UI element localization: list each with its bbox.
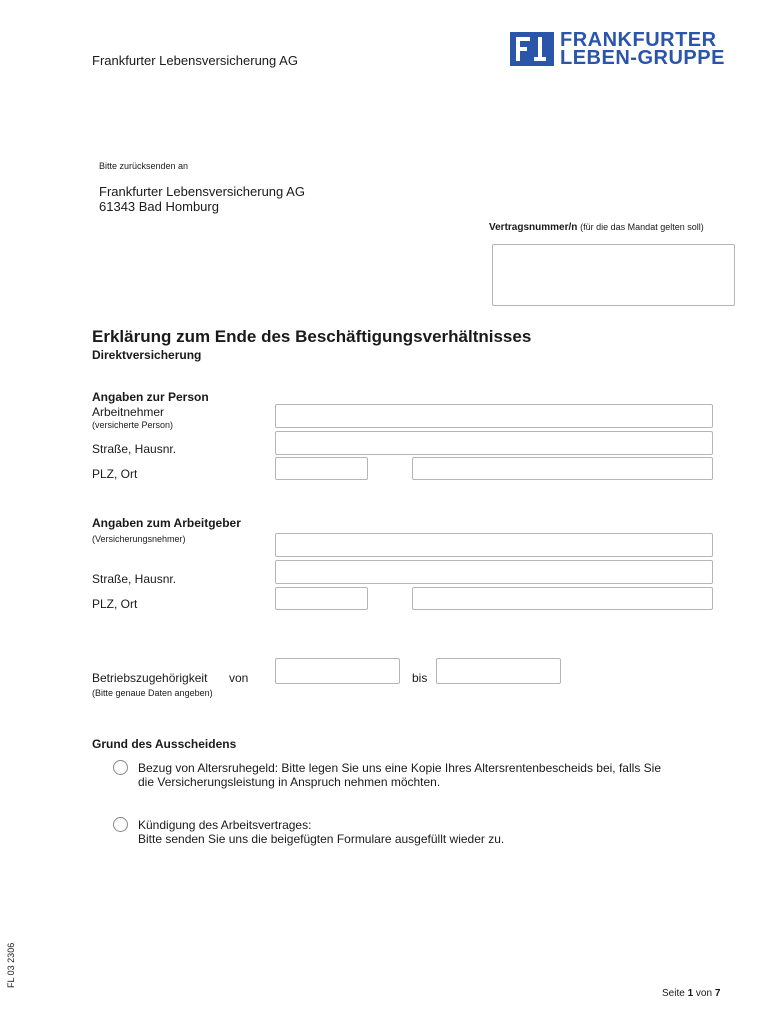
page-total: 7 bbox=[714, 988, 721, 999]
logo-line-1: FRANKFURTER bbox=[560, 29, 717, 51]
form-code: FL 03 2306 bbox=[6, 942, 16, 988]
return-label: Bitte zurücksenden an bbox=[99, 161, 189, 171]
reason-termination-line-1: Kündigung des Arbeitsvertrages: bbox=[138, 818, 312, 832]
contract-number-field[interactable] bbox=[492, 244, 735, 306]
employer-city-label: PLZ, Ort bbox=[92, 597, 138, 611]
tenure-from-field[interactable] bbox=[275, 658, 400, 684]
employee-note: (versicherte Person) bbox=[92, 420, 174, 430]
logo-mark-icon bbox=[510, 32, 554, 66]
reason-retirement-radio[interactable] bbox=[113, 760, 128, 775]
employer-city-field[interactable] bbox=[412, 587, 713, 610]
employee-label: Arbeitnehmer bbox=[92, 405, 165, 419]
reason-retirement-line-2: die Versicherungsleistung in Anspruch nehmen möchten. bbox=[138, 775, 441, 789]
employer-heading: Angaben zum Arbeitgeber bbox=[92, 516, 241, 530]
page-mid: von bbox=[695, 988, 713, 999]
person-heading: Angaben zur Person bbox=[92, 390, 209, 404]
person-city-label: PLZ, Ort bbox=[92, 467, 138, 481]
person-street-field[interactable] bbox=[275, 431, 713, 455]
person-street-label: Straße, Hausnr. bbox=[92, 442, 177, 456]
reason-heading: Grund des Ausscheidens bbox=[92, 737, 237, 751]
page-indicator bbox=[662, 988, 720, 999]
tenure-note: (Bitte genaue Daten angeben) bbox=[92, 688, 213, 698]
employer-zip-field[interactable] bbox=[275, 587, 368, 610]
reason-termination-radio[interactable] bbox=[113, 817, 128, 832]
form-title: Erklärung zum Ende des Beschäftigungsverhältnisses bbox=[92, 327, 532, 346]
logo-line-2: LEBEN-GRUPPE bbox=[560, 47, 725, 69]
employer-street-field[interactable] bbox=[275, 560, 713, 584]
employer-name-field[interactable] bbox=[275, 533, 713, 557]
address-line-2: 61343 Bad Homburg bbox=[99, 199, 219, 214]
employer-note: (Versicherungsnehmer) bbox=[92, 534, 186, 544]
contract-label-row bbox=[489, 222, 704, 233]
person-zip-field[interactable] bbox=[275, 457, 368, 480]
reason-retirement-line-1: Bezug von Altersruhegeld: Bitte legen Sie uns eine Kopie Ihres Altersrentenbescheids bei, falls Sie bbox=[138, 761, 661, 775]
tenure-label: Betriebszugehörigkeit bbox=[92, 671, 208, 685]
page-prefix: Seite bbox=[662, 988, 685, 999]
contract-note: (für die das Mandat gelten soll) bbox=[580, 222, 704, 232]
page-number: 1 bbox=[687, 988, 694, 999]
employer-street-label: Straße, Hausnr. bbox=[92, 572, 177, 586]
employee-name-field[interactable] bbox=[275, 404, 713, 428]
tenure-from-label: von bbox=[229, 671, 249, 685]
reason-termination-line-2: Bitte senden Sie uns die beigefügten Formulare ausgefüllt wieder zu. bbox=[138, 832, 505, 846]
tenure-to-field[interactable] bbox=[436, 658, 561, 684]
company-name: Frankfurter Lebensversicherung AG bbox=[92, 53, 298, 68]
tenure-to-label: bis bbox=[412, 671, 428, 685]
company-logo bbox=[510, 29, 730, 69]
contract-label: Vertragsnummer/n bbox=[489, 222, 578, 233]
address-line-1: Frankfurter Lebensversicherung AG bbox=[99, 184, 305, 199]
form-subtitle: Direktversicherung bbox=[92, 348, 202, 362]
person-city-field[interactable] bbox=[412, 457, 713, 480]
